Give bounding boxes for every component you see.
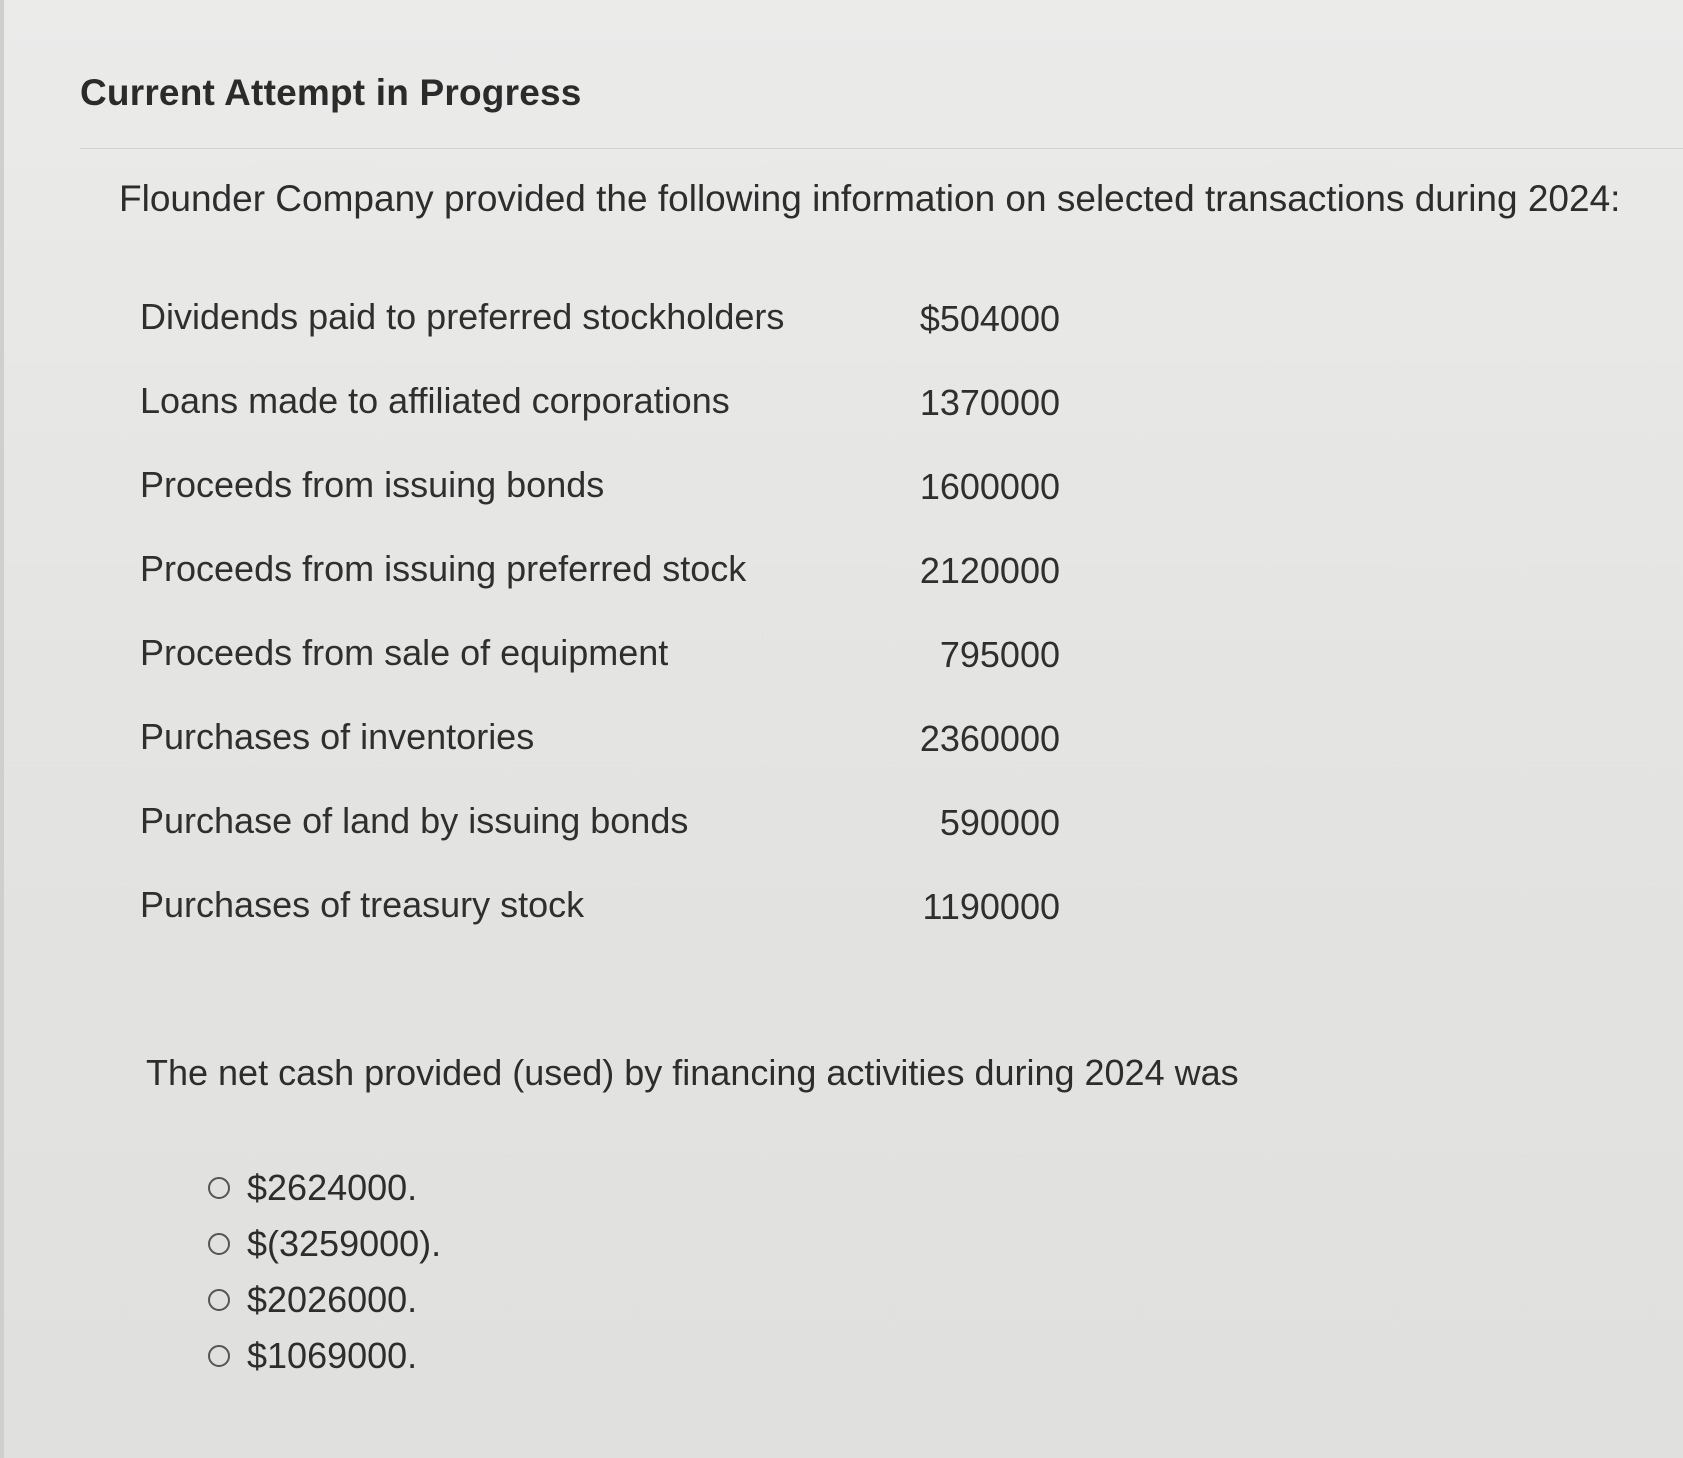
transaction-row — [140, 540, 1060, 624]
answer-option-label[interactable]: $1069000. — [247, 1335, 418, 1376]
radio-button-icon[interactable] — [208, 1177, 230, 1199]
page-heading: Current Attempt in Progress — [80, 72, 582, 113]
transaction-amount: $504000 — [919, 298, 1060, 339]
transaction-amount: 590000 — [939, 802, 1060, 843]
answer-option-1[interactable] — [208, 1160, 441, 1216]
transaction-label: Purchase of land by issuing bonds — [140, 800, 689, 841]
answer-option-label[interactable]: $2026000. — [247, 1279, 418, 1320]
heading-divider — [80, 148, 1683, 149]
transaction-row — [140, 456, 1060, 540]
radio-button-icon[interactable] — [208, 1345, 230, 1367]
transaction-label: Purchases of treasury stock — [140, 884, 585, 925]
transaction-amount: 795000 — [939, 634, 1060, 675]
transactions-table — [140, 288, 1060, 960]
transaction-amount: 2120000 — [919, 550, 1060, 591]
transaction-row — [140, 708, 1060, 792]
transaction-row — [140, 792, 1060, 876]
transaction-row — [140, 624, 1060, 708]
transaction-label: Dividends paid to preferred stockholders — [140, 296, 785, 337]
window-edge — [0, 0, 4, 1458]
transaction-amount: 1190000 — [922, 886, 1060, 927]
transaction-row — [140, 288, 1060, 372]
answer-option-2[interactable] — [208, 1216, 441, 1272]
answer-option-4[interactable] — [208, 1328, 441, 1384]
answer-options — [208, 1160, 441, 1384]
radio-button-icon[interactable] — [208, 1233, 230, 1255]
transaction-label: Purchases of inventories — [140, 716, 535, 757]
transaction-amount: 2360000 — [919, 718, 1060, 759]
transaction-label: Loans made to affiliated corporations — [140, 380, 730, 421]
radio-button-icon[interactable] — [208, 1289, 230, 1311]
transaction-amount: 1370000 — [919, 382, 1060, 423]
transaction-row — [140, 372, 1060, 456]
answer-option-3[interactable] — [208, 1272, 441, 1328]
problem-intro: Flounder Company provided the following information on selected transactions during 2024: — [119, 178, 1621, 219]
transaction-label: Proceeds from issuing preferred stock — [140, 548, 747, 589]
transaction-label: Proceeds from sale of equipment — [140, 632, 669, 673]
transaction-label: Proceeds from issuing bonds — [140, 464, 605, 505]
question-prompt: The net cash provided (used) by financing activities during 2024 was — [146, 1052, 1239, 1093]
transaction-amount: 1600000 — [919, 466, 1060, 507]
transaction-row — [140, 876, 1060, 960]
answer-option-label[interactable]: $(3259000). — [247, 1223, 442, 1264]
answer-option-label[interactable]: $2624000. — [247, 1167, 418, 1208]
